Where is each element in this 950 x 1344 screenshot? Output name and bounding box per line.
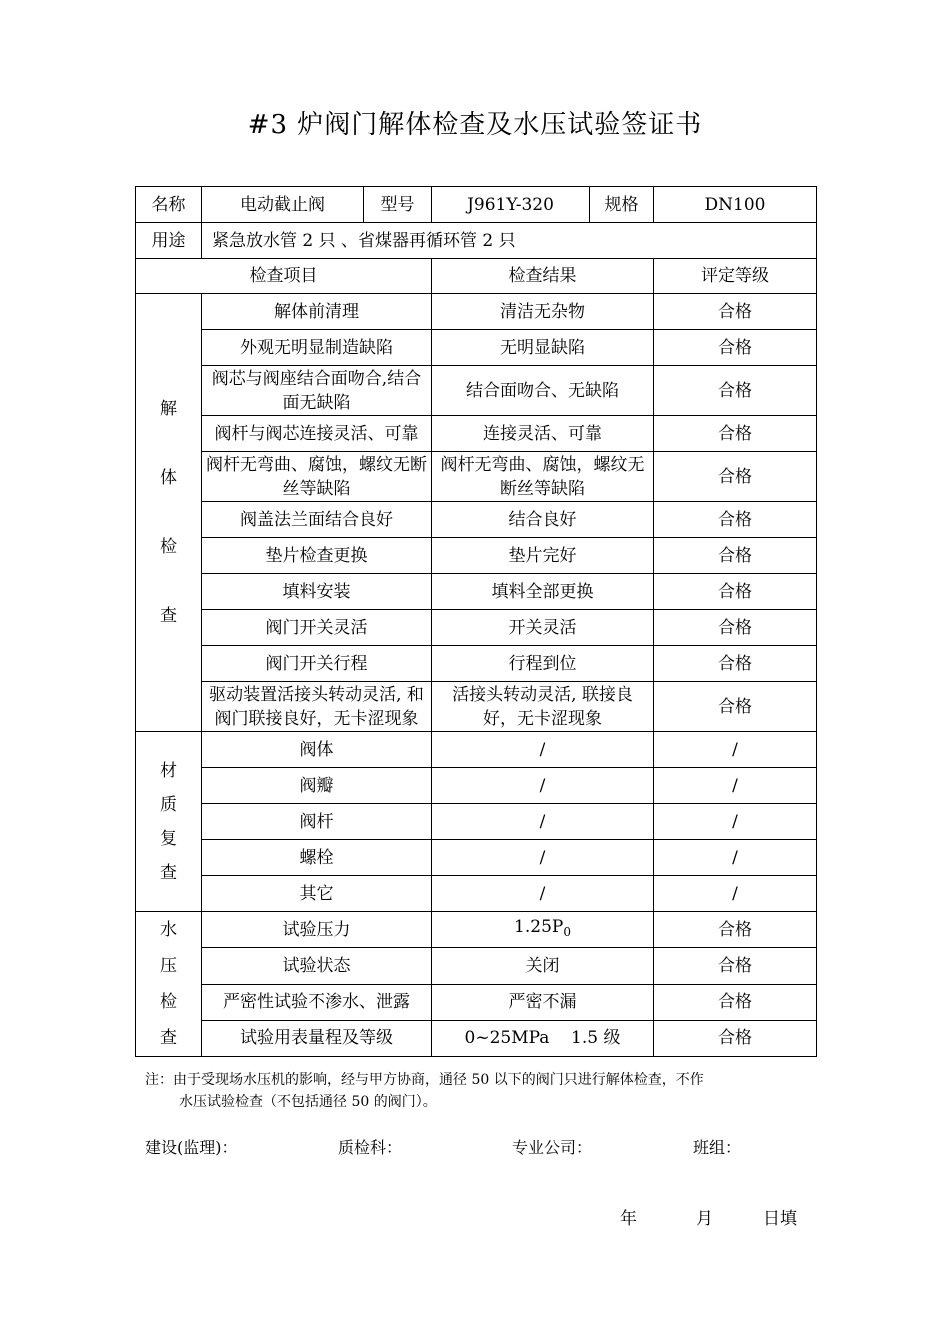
grade-cell: / xyxy=(654,804,817,840)
result-cell xyxy=(432,912,654,948)
grade-cell: / xyxy=(654,876,817,912)
use-value: 紧急放水管 2 只 、省煤器再循环管 2 只 xyxy=(202,223,817,259)
table-row xyxy=(136,768,817,804)
spec-label: 规格 xyxy=(590,187,654,223)
date-year: 年 xyxy=(620,1209,637,1229)
signature-company: 专业公司： xyxy=(512,1138,593,1157)
result-cell: 行程到位 xyxy=(432,646,654,682)
grade-cell: 合格 xyxy=(654,330,817,366)
table-row xyxy=(136,876,817,912)
table-row xyxy=(136,330,817,366)
grade-cell: / xyxy=(654,732,817,768)
table-row xyxy=(136,416,817,452)
table-row xyxy=(136,610,817,646)
item-cell: 阀芯与阀座结合面吻合,结合面无缺陷 xyxy=(202,366,432,416)
grade-cell: 合格 xyxy=(654,912,817,948)
table-row xyxy=(136,804,817,840)
header-row-use xyxy=(136,223,817,259)
signature-qc: 质检科： xyxy=(338,1138,403,1157)
result-cell: 关闭 xyxy=(432,948,654,984)
footnote xyxy=(145,1069,825,1113)
result-cell: 无明显缺陷 xyxy=(432,330,654,366)
item-cell: 螺栓 xyxy=(202,840,432,876)
grade-cell: 合格 xyxy=(654,294,817,330)
model-label: 型号 xyxy=(364,187,432,223)
item-cell: 填料安装 xyxy=(202,574,432,610)
result-cell: 开关灵活 xyxy=(432,610,654,646)
item-cell: 阀杆与阀芯连接灵活、可靠 xyxy=(202,416,432,452)
table-row xyxy=(136,294,817,330)
result-cell: / xyxy=(432,876,654,912)
name-value: 电动截止阀 xyxy=(202,187,364,223)
table-row xyxy=(136,538,817,574)
item-cell: 试验压力 xyxy=(202,912,432,948)
item-cell: 阀瓣 xyxy=(202,768,432,804)
item-cell: 试验用表量程及等级 xyxy=(202,1020,432,1056)
section-char: 材 xyxy=(160,760,177,781)
item-cell: 阀体 xyxy=(202,732,432,768)
item-cell: 解体前清理 xyxy=(202,294,432,330)
grade-cell: / xyxy=(654,768,817,804)
name-label: 名称 xyxy=(136,187,202,223)
item-cell: 驱动装置活接头转动灵活, 和阀门联接良好，无卡涩现象 xyxy=(202,682,432,732)
item-cell: 垫片检查更换 xyxy=(202,538,432,574)
date-row xyxy=(0,1204,950,1228)
item-cell: 阀杆 xyxy=(202,804,432,840)
pressure-subscript: 0 xyxy=(563,925,571,940)
table-row xyxy=(136,732,817,768)
table-row xyxy=(136,984,817,1020)
result-cell: / xyxy=(432,804,654,840)
table-row xyxy=(136,646,817,682)
footnote-line-1: 注：由于受现场水压机的影响，经与甲方协商，通径 50 以下的阀门只进行解体检查，不作 xyxy=(145,1072,704,1088)
result-cell: / xyxy=(432,732,654,768)
section-char: 检 xyxy=(160,992,177,1012)
result-cell: 0~25MPa 1.5 级 xyxy=(432,1020,654,1056)
result-cell: / xyxy=(432,840,654,876)
inspection-table xyxy=(135,186,817,1057)
pressure-value: 1.25P xyxy=(514,917,564,938)
col-result-header: 检查结果 xyxy=(432,259,654,294)
section-hydro xyxy=(136,912,202,1057)
section-char: 解 xyxy=(160,398,177,419)
result-cell: 填料全部更换 xyxy=(432,574,654,610)
grade-cell: 合格 xyxy=(654,416,817,452)
section-char: 质 xyxy=(160,794,177,815)
footnote-line-2: 水压试验检查（不包括通径 50 的阀门）。 xyxy=(179,1094,437,1110)
table-row xyxy=(136,948,817,984)
table-row xyxy=(136,840,817,876)
item-cell: 阀门开关灵活 xyxy=(202,610,432,646)
result-cell: 结合面吻合、无缺陷 xyxy=(432,366,654,416)
grade-cell: 合格 xyxy=(654,366,817,416)
section-char: 复 xyxy=(160,828,177,849)
item-cell: 试验状态 xyxy=(202,948,432,984)
signature-row xyxy=(0,1135,950,1159)
column-header-row xyxy=(136,259,817,294)
result-cell: 活接头转动灵活, 联接良好，无卡涩现象 xyxy=(432,682,654,732)
grade-cell: 合格 xyxy=(654,610,817,646)
result-cell: 连接灵活、可靠 xyxy=(432,416,654,452)
item-cell: 严密性试验不渗水、泄露 xyxy=(202,984,432,1020)
section-char: 水 xyxy=(160,920,177,940)
table-row xyxy=(136,452,817,502)
result-cell: 结合良好 xyxy=(432,502,654,538)
grade-cell: 合格 xyxy=(654,1020,817,1056)
grade-cell: 合格 xyxy=(654,646,817,682)
model-value: J961Y-320 xyxy=(432,187,590,223)
result-cell: 垫片完好 xyxy=(432,538,654,574)
result-cell: 清洁无杂物 xyxy=(432,294,654,330)
table-row xyxy=(136,682,817,732)
item-cell: 阀盖法兰面结合良好 xyxy=(202,502,432,538)
date-month: 月 xyxy=(696,1209,713,1229)
grade-cell: 合格 xyxy=(654,948,817,984)
grade-cell: 合格 xyxy=(654,502,817,538)
result-cell: 阀杆无弯曲、腐蚀，螺纹无断丝等缺陷 xyxy=(432,452,654,502)
section-char: 压 xyxy=(160,956,177,976)
table-row xyxy=(136,366,817,416)
result-cell: / xyxy=(432,768,654,804)
grade-cell: / xyxy=(654,840,817,876)
section-char: 检 xyxy=(160,536,177,557)
item-cell: 阀门开关行程 xyxy=(202,646,432,682)
grade-cell: 合格 xyxy=(654,682,817,732)
grade-cell: 合格 xyxy=(654,452,817,502)
grade-cell: 合格 xyxy=(654,574,817,610)
date-day: 日填 xyxy=(763,1209,797,1229)
signature-team: 班组： xyxy=(693,1138,742,1157)
item-cell: 阀杆无弯曲、腐蚀，螺纹无断丝等缺陷 xyxy=(202,452,432,502)
table-row xyxy=(136,574,817,610)
col-grade-header: 评定等级 xyxy=(654,259,817,294)
grade-cell: 合格 xyxy=(654,538,817,574)
signature-owner: 建设(监理)： xyxy=(145,1138,238,1157)
section-char: 体 xyxy=(160,467,177,488)
result-cell: 严密不漏 xyxy=(432,984,654,1020)
document-title: #3 炉阀门解体检查及水压试验签证书 xyxy=(247,110,703,140)
header-row-name xyxy=(136,187,817,223)
section-disassembly xyxy=(136,294,202,732)
section-char: 查 xyxy=(160,1028,177,1048)
item-cell: 其它 xyxy=(202,876,432,912)
item-cell: 外观无明显制造缺陷 xyxy=(202,330,432,366)
grade-cell: 合格 xyxy=(654,984,817,1020)
section-char: 查 xyxy=(160,862,177,883)
table-row xyxy=(136,502,817,538)
table-row xyxy=(136,912,817,948)
col-item-header: 检查项目 xyxy=(136,259,432,294)
table-row xyxy=(136,1020,817,1056)
section-char: 查 xyxy=(160,605,177,626)
spec-value: DN100 xyxy=(654,187,817,223)
use-label: 用途 xyxy=(136,223,202,259)
section-material xyxy=(136,732,202,912)
